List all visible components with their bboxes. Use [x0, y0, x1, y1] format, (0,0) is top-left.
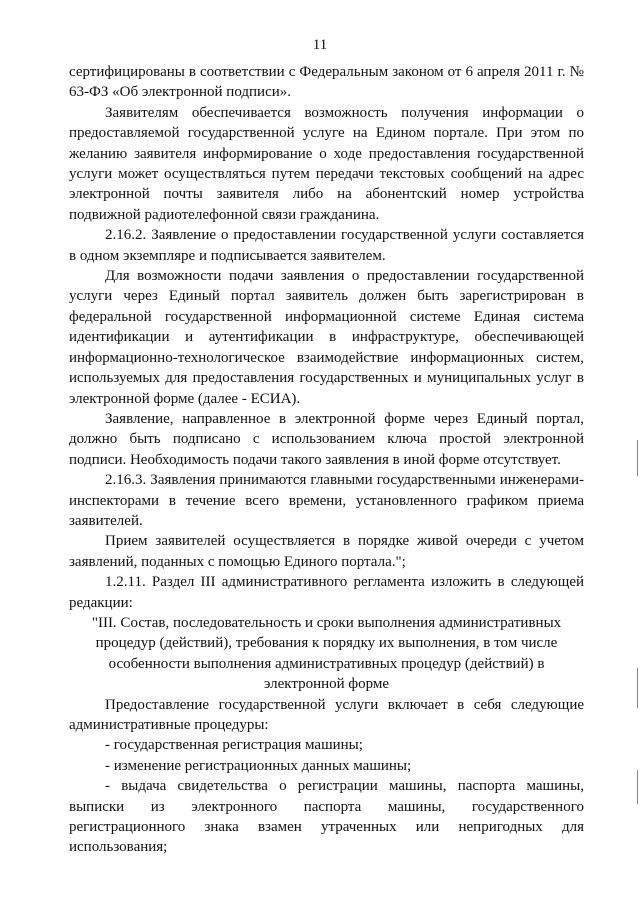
- list-item: - изменение регистрационных данных машины;: [105, 757, 412, 774]
- list-item: - государственная регистрация машины;: [105, 737, 363, 754]
- paragraph-7: Прием заявителей осуществляется в порядке живой очереди с учетом заявлений, поданных с помощью Единого портала.";: [69, 533, 584, 570]
- section-heading-line-4: электронной форме: [263, 676, 390, 693]
- paragraph-3: 2.16.2. Заявление о предоставлении государственной услуги составляется в одном экземпляре и подписывается заявителем.: [69, 227, 584, 264]
- paragraph-1: сертифицированы в соответствии с Федеральным законом от 6 апреля 2011 г. № 63-ФЗ «Об электронной подписи».: [69, 64, 584, 101]
- scan-edge-mark: [637, 770, 638, 804]
- paragraph-5: Заявление, направленное в электронной форме через Единый портал, должно быть подписано с использованием ключа простой электронной подписи. Необходимость подачи такого заявления в иной форме отсутствует.: [69, 410, 584, 468]
- paragraph-2: Заявителям обеспечивается возможность получения информации о предоставляемой государственной услуге на Едином портале. При этом по желанию заявителя информирование о ходе предоставления государственной услуги может осуществляться путем передачи текстовых сообщений на адрес электронной почты заявителя либо на абонентский номер устройства подвижной радиотелефонной связи гражданина.: [69, 104, 584, 223]
- list-item: - выдача свидетельства о регистрации машины, паспорта машины, выписки из электронного паспорта машины, государственного регистрационного знака взамен утраченных или непригодных для использования;: [69, 778, 584, 856]
- section-heading-line-2: процедур (действий), требования к порядку их выполнения, в том числе: [95, 635, 558, 652]
- section-heading-line-3: особенности выполнения административных процедур (действий) в: [108, 655, 545, 672]
- document-body: [69, 62, 584, 858]
- paragraph-4: Для возможности подачи заявления о предоставлении государственной услуги через Единый портал заявитель должен быть зарегистрирован в федеральной государственной информационной системе Единая система идентификации и аутентификации в инфраструктуре, обеспечивающей информационно-технологическое взаимодействие информационных систем, используемых для предоставления государственных и муниципальных услуг в электронной форме (далее - ЕСИА).: [69, 268, 584, 407]
- section-heading-line-1: "III. Состав, последовательность и сроки выполнения административных: [91, 614, 562, 631]
- scan-edge-mark: [637, 668, 638, 708]
- paragraph-8: 1.2.11. Раздел III административного регламента изложить в следующей редакции:: [69, 574, 584, 611]
- page-number: 11: [312, 37, 328, 53]
- paragraph-9: Предоставление государственной услуги включает в себя следующие административные процедуры:: [69, 696, 584, 733]
- scan-edge-mark: [637, 440, 638, 476]
- paragraph-6: 2.16.3. Заявления принимаются главными государственными инженерами-инспекторами в течение всего времени, установленного графиком приема заявителей.: [69, 472, 584, 529]
- section-heading: [69, 613, 584, 695]
